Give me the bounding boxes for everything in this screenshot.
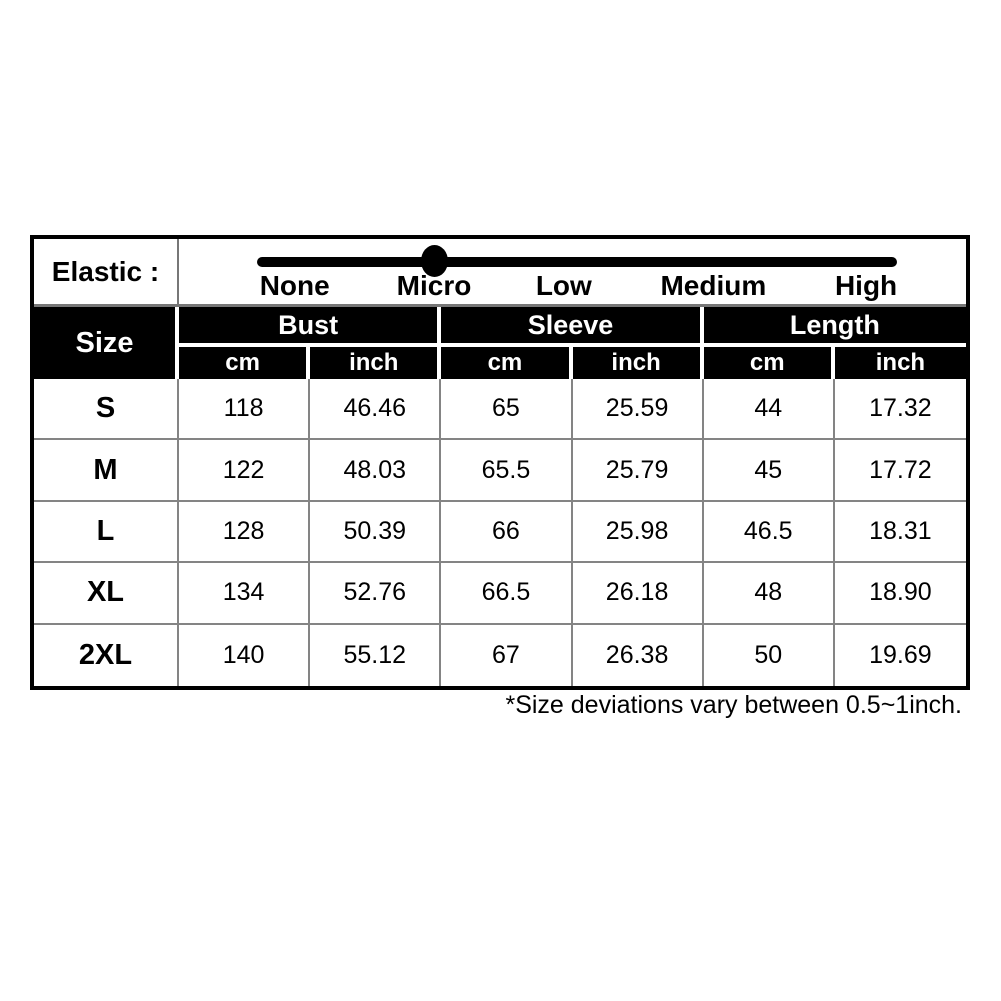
elastic-label-text: Elastic : [51,255,160,287]
row-s-length-inch: 17.32 [835,379,966,440]
header-group-bust: Bust [179,307,441,347]
row-xl-sleeve-cm: 66.5 [441,563,572,624]
row-m-size-label: M [34,440,179,501]
row-xl-sleeve-inch: 26.18 [573,563,704,624]
row-2xl-length-inch: 19.69 [835,625,966,686]
row-m-length-cm: 45 [704,440,835,501]
elastic-level-micro: Micro [396,270,472,301]
row-m-sleeve-inch: 25.79 [573,440,704,501]
row-2xl-sleeve-cm: 67 [441,625,572,686]
row-s-sleeve-inch: 25.59 [573,379,704,440]
elastic-level-medium: Medium [660,270,767,301]
row-m-bust-cm: 122 [179,440,310,501]
elastic-level-high: High [834,270,898,301]
row-l-bust-cm: 128 [179,502,310,563]
size-deviation-footnote: *Size deviations vary between 0.5~1inch. [505,691,962,719]
header-unit-sleeve-cm: cm [441,347,572,379]
row-s-size-label: S [34,379,179,440]
row-2xl-bust-inch: 55.12 [310,625,441,686]
row-l-length-inch: 18.31 [835,502,966,563]
header-size: Size [34,307,179,379]
elastic-level-none: None [259,270,330,301]
row-s-sleeve-cm: 65 [441,379,572,440]
row-2xl-length-cm: 50 [704,625,835,686]
elastic-slider [179,239,966,307]
size-chart-table [30,235,970,690]
elastic-level-low: Low [535,270,592,301]
row-m-sleeve-cm: 65.5 [441,440,572,501]
elastic-label [34,239,179,307]
row-l-bust-inch: 50.39 [310,502,441,563]
row-l-sleeve-inch: 25.98 [573,502,704,563]
row-xl-bust-inch: 52.76 [310,563,441,624]
header-group-sleeve: Sleeve [441,307,703,347]
row-xl-length-inch: 18.90 [835,563,966,624]
row-m-bust-inch: 48.03 [310,440,441,501]
row-l-sleeve-cm: 66 [441,502,572,563]
row-s-bust-inch: 46.46 [310,379,441,440]
row-l-size-label: L [34,502,179,563]
header-unit-sleeve-inch: inch [573,347,704,379]
row-2xl-size-label: 2XL [34,625,179,686]
header-unit-bust-cm: cm [179,347,310,379]
header-group-length: Length [704,307,966,347]
row-xl-size-label: XL [34,563,179,624]
row-2xl-bust-cm: 140 [179,625,310,686]
header-unit-bust-inch: inch [310,347,441,379]
row-l-length-cm: 46.5 [704,502,835,563]
row-s-length-cm: 44 [704,379,835,440]
row-xl-length-cm: 48 [704,563,835,624]
row-s-bust-cm: 118 [179,379,310,440]
size-chart-grid [34,239,966,686]
slider-track [257,257,897,267]
header-unit-length-inch: inch [835,347,966,379]
row-2xl-sleeve-inch: 26.38 [573,625,704,686]
row-xl-bust-cm: 134 [179,563,310,624]
row-m-length-inch: 17.72 [835,440,966,501]
header-unit-length-cm: cm [704,347,835,379]
